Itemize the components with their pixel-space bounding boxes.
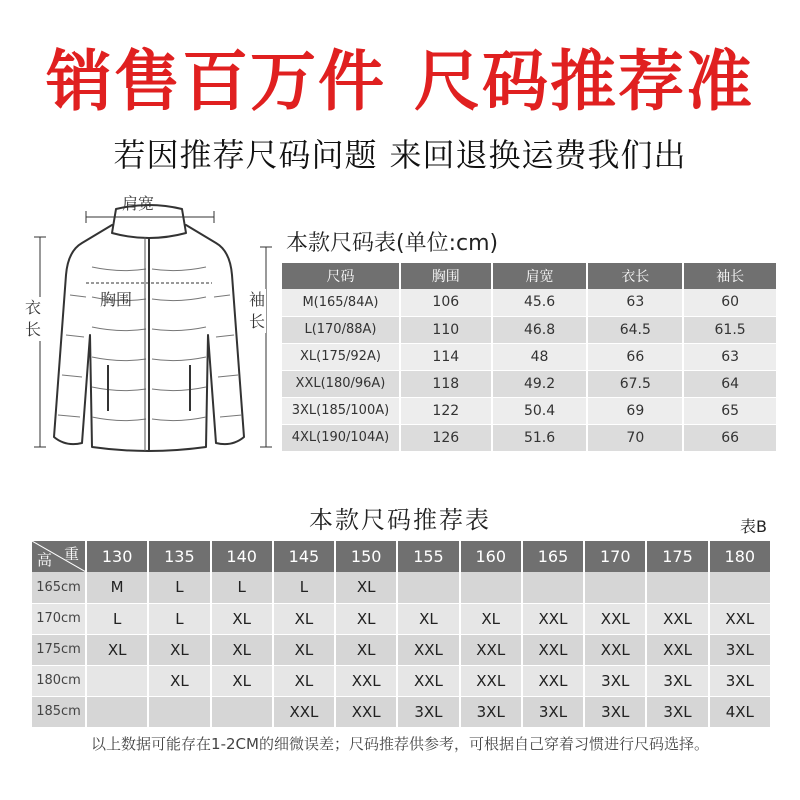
rec-cell: XXL bbox=[584, 634, 646, 665]
shoulder-label: 肩宽 bbox=[122, 194, 155, 213]
recommendation-table bbox=[32, 541, 772, 728]
rec-cell: 3XL bbox=[646, 665, 708, 696]
size-cell: 48 bbox=[492, 343, 588, 370]
size-row bbox=[282, 343, 777, 370]
size-table-title: 本款尺码表(单位:cm) bbox=[286, 231, 499, 256]
rec-cell: L bbox=[148, 572, 210, 603]
rec-cell bbox=[522, 572, 584, 603]
rec-cell: 3XL bbox=[584, 696, 646, 727]
rec-cell bbox=[397, 572, 459, 603]
rec-cell: XXL bbox=[584, 603, 646, 634]
rec-cell: XXL bbox=[709, 603, 771, 634]
weight-header: 140 bbox=[211, 541, 273, 572]
headline bbox=[0, 28, 800, 123]
rec-cell: L bbox=[148, 603, 210, 634]
weight-header: 180 bbox=[709, 541, 771, 572]
size-row bbox=[282, 289, 777, 316]
rec-cell: XL bbox=[335, 634, 397, 665]
weight-header: 150 bbox=[335, 541, 397, 572]
rec-cell bbox=[584, 572, 646, 603]
rec-cell: 3XL bbox=[584, 665, 646, 696]
rec-cell: XL bbox=[211, 603, 273, 634]
size-cell: 66 bbox=[587, 343, 683, 370]
rec-cell bbox=[148, 696, 210, 727]
size-cell: 66 bbox=[683, 424, 777, 451]
size-table bbox=[282, 263, 778, 452]
size-cell: 106 bbox=[400, 289, 492, 316]
rec-row bbox=[32, 603, 771, 634]
rec-cell bbox=[460, 572, 522, 603]
size-cell: 110 bbox=[400, 316, 492, 343]
corner-cell bbox=[32, 541, 86, 572]
rec-row bbox=[32, 665, 771, 696]
rec-cell: XL bbox=[86, 634, 148, 665]
rec-cell: XXL bbox=[522, 634, 584, 665]
size-cell: 64.5 bbox=[587, 316, 683, 343]
size-cell: 60 bbox=[683, 289, 777, 316]
size-cell: 61.5 bbox=[683, 316, 777, 343]
size-cell: 50.4 bbox=[492, 397, 588, 424]
weight-header: 135 bbox=[148, 541, 210, 572]
size-cell: 4XL(190/104A) bbox=[282, 424, 400, 451]
size-cell: 45.6 bbox=[492, 289, 588, 316]
rec-cell: XL bbox=[148, 665, 210, 696]
size-cell: 67.5 bbox=[587, 370, 683, 397]
rec-cell: XL bbox=[460, 603, 522, 634]
rec-cell bbox=[646, 572, 708, 603]
rec-cell: L bbox=[211, 572, 273, 603]
size-table-header bbox=[282, 263, 777, 289]
height-label: 170cm bbox=[32, 603, 86, 634]
rec-cell: XL bbox=[273, 603, 335, 634]
rec-cell: XL bbox=[335, 603, 397, 634]
rec-cell: XXL bbox=[522, 665, 584, 696]
jacket-diagram bbox=[20, 185, 280, 475]
rec-cell: XL bbox=[273, 665, 335, 696]
sleeve-label: 袖 长 bbox=[248, 290, 265, 331]
rec-row bbox=[32, 696, 771, 727]
size-cell: 114 bbox=[400, 343, 492, 370]
rec-cell: XL bbox=[273, 634, 335, 665]
size-cell: 51.6 bbox=[492, 424, 588, 451]
height-label: 180cm bbox=[32, 665, 86, 696]
rec-cell: XXL bbox=[460, 634, 522, 665]
size-row bbox=[282, 370, 777, 397]
rec-table-title: 本款尺码推荐表 bbox=[309, 506, 491, 534]
header-size: 尺码 bbox=[282, 263, 400, 289]
header-shoulder: 肩宽 bbox=[492, 263, 588, 289]
weight-header: 175 bbox=[646, 541, 708, 572]
height-label: 165cm bbox=[32, 572, 86, 603]
rec-cell: 4XL bbox=[709, 696, 771, 727]
size-cell: XXL(180/96A) bbox=[282, 370, 400, 397]
size-cell: 64 bbox=[683, 370, 777, 397]
rec-cell: XXL bbox=[335, 665, 397, 696]
size-row bbox=[282, 397, 777, 424]
rec-row bbox=[32, 634, 771, 665]
weight-header: 165 bbox=[522, 541, 584, 572]
weight-header: 130 bbox=[86, 541, 148, 572]
weight-header: 155 bbox=[397, 541, 459, 572]
rec-cell: 3XL bbox=[397, 696, 459, 727]
rec-cell: L bbox=[86, 603, 148, 634]
rec-cell bbox=[211, 696, 273, 727]
rec-cell bbox=[709, 572, 771, 603]
weight-header: 170 bbox=[584, 541, 646, 572]
size-cell: XL(175/92A) bbox=[282, 343, 400, 370]
rec-cell bbox=[86, 665, 148, 696]
rec-cell: XL bbox=[211, 634, 273, 665]
rec-cell: 3XL bbox=[709, 634, 771, 665]
rec-cell: XL bbox=[397, 603, 459, 634]
rec-cell: 3XL bbox=[709, 665, 771, 696]
size-cell: 69 bbox=[587, 397, 683, 424]
height-label: 185cm bbox=[32, 696, 86, 727]
size-cell: M(165/84A) bbox=[282, 289, 400, 316]
rec-table-note: 表B bbox=[740, 517, 767, 536]
jacket-illustration-icon bbox=[20, 185, 280, 475]
size-cell: 46.8 bbox=[492, 316, 588, 343]
size-cell: L(170/88A) bbox=[282, 316, 400, 343]
size-cell: 65 bbox=[683, 397, 777, 424]
rec-cell: XXL bbox=[397, 634, 459, 665]
rec-cell: 3XL bbox=[522, 696, 584, 727]
footnote: 以上数据可能存在1-2CM的细微误差；尺码推荐供参考，可根据自己穿着习惯进行尺码选择。 bbox=[91, 735, 709, 753]
rec-table-header bbox=[32, 541, 771, 572]
rec-cell: XL bbox=[335, 572, 397, 603]
rec-cell: XXL bbox=[646, 634, 708, 665]
size-row bbox=[282, 424, 777, 451]
subline-left: 若因推荐尺码问题 bbox=[113, 136, 378, 174]
size-cell: 63 bbox=[587, 289, 683, 316]
rec-cell: L bbox=[273, 572, 335, 603]
rec-cell: XXL bbox=[522, 603, 584, 634]
corner-height-label: 高 bbox=[37, 551, 53, 569]
size-cell: 3XL(185/100A) bbox=[282, 397, 400, 424]
size-cell: 118 bbox=[400, 370, 492, 397]
rec-cell: XL bbox=[148, 634, 210, 665]
rec-cell: 3XL bbox=[460, 696, 522, 727]
size-cell: 70 bbox=[587, 424, 683, 451]
headline-right: 尺码推荐准 bbox=[414, 43, 754, 120]
rec-cell: M bbox=[86, 572, 148, 603]
subline-right: 来回退换运费我们出 bbox=[389, 136, 687, 174]
rec-cell: XXL bbox=[397, 665, 459, 696]
corner-weight-label: 重 bbox=[63, 545, 79, 563]
length-label: 衣 长 bbox=[24, 298, 41, 339]
rec-cell: XXL bbox=[460, 665, 522, 696]
weight-header: 145 bbox=[273, 541, 335, 572]
height-label: 175cm bbox=[32, 634, 86, 665]
size-cell: 49.2 bbox=[492, 370, 588, 397]
rec-cell: XL bbox=[211, 665, 273, 696]
weight-header: 160 bbox=[460, 541, 522, 572]
size-cell: 63 bbox=[683, 343, 777, 370]
rec-cell: 3XL bbox=[646, 696, 708, 727]
header-chest: 胸围 bbox=[400, 263, 492, 289]
subline bbox=[0, 130, 800, 176]
rec-cell: XXL bbox=[273, 696, 335, 727]
chest-label: 胸围 bbox=[100, 290, 133, 309]
rec-cell bbox=[86, 696, 148, 727]
rec-row bbox=[32, 572, 771, 603]
rec-cell: XXL bbox=[335, 696, 397, 727]
size-cell: 126 bbox=[400, 424, 492, 451]
header-length: 衣长 bbox=[587, 263, 683, 289]
header-sleeve: 袖长 bbox=[683, 263, 777, 289]
size-cell: 122 bbox=[400, 397, 492, 424]
size-row bbox=[282, 316, 777, 343]
rec-cell: XXL bbox=[646, 603, 708, 634]
headline-left: 销售百万件 bbox=[46, 43, 386, 120]
